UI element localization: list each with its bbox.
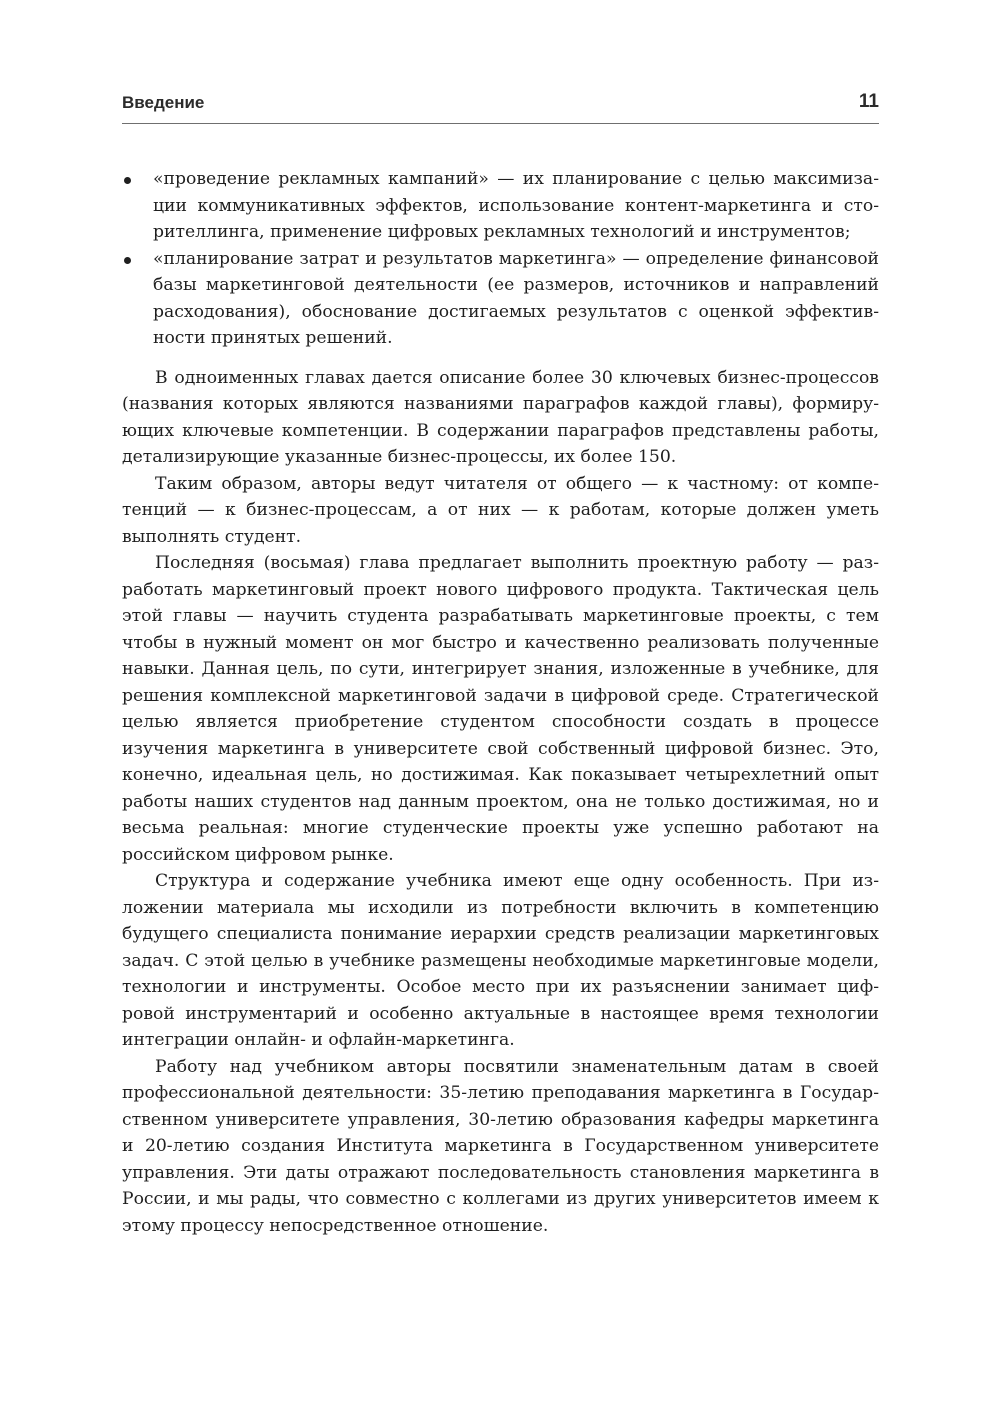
paragraph-project-chapter: Последняя (восьмая) глава предлагает выполнить проектную работу — разработать маркетинговый проект нового цифрового продукта. Тактическая цель этой главы — научить студента разрабатывать маркетинговые проекты, с тем чтобы в нужный момент он мог быстро и качественно реализовать полученные навыки. Данная цель, по сути, интегрирует знания, изложенные в учебнике, для решения комплексной маркетинговой задачи в цифровой среде. Стратегической целью является приобретение студентом способности создать в процессе изучения маркетинга в университете свой собственный цифровой бизнес. Это, конечно, идеальная цель, но достижимая. Как показывает четырехлетний опыт работы наших студентов над данным проектом, она не только достижимая, но и весьма реальная: многие студенческие проекты уже успешно работают на российском цифровом рынке. [122, 553, 879, 865]
bullet-list [122, 166, 879, 352]
paragraph-business-processes: В одноименных главах дается описание более 30 ключевых бизнес-процессов (названия которых являются названиями параграфов каждой главы), формирующих ключевые компетенции. В содержании параграфов представлены работы, детализирующие указанные бизнес-процессы, их более 150. [122, 367, 879, 467]
bullet-item-marketing-costs [122, 246, 879, 352]
paragraph-general-to-specific: Таким образом, авторы ведут читателя от общего — к частному: от компетенций — к бизнес-процессам, а от них — к работам, которые должен уметь выполнять студент. [122, 473, 879, 547]
paragraph-dedication: Работу над учебником авторы посвятили знаменательным датам в своей профессиональной деятельности: 35-летию преподавания маркетинга в Государственном университете управления, 30-летию образования кафедры маркетинга и 20-летию создания Института маркетинга в Государственном университете управления. Эти даты отражают последовательность становления маркетинга в России, и мы рады, что совместно с коллегами из других университетов имеем к этому процессу непосредственное отношение. [122, 1056, 879, 1236]
paragraph-structure: Структура и содержание учебника имеют еще одну особенность. При изложении материала мы исходили из потребности включить в компетенцию будущего специалиста понимание иерархии средств реализации маркетинговых задач. С этой целью в учебнике размещены необходимые маркетинговые модели, технологии и инструменты. Особое место при их разъяснении занимает цифровой инструментарий и особенно актуальные в настоящее время технологии интеграции онлайн- и офлайн-маркетинга. [122, 871, 879, 1050]
running-head [122, 89, 879, 124]
bullet-icon [124, 257, 131, 264]
bullet-text: «проведение рекламных кампаний» — их планирование с целью максимизации коммуникативных эффектов, использование контент-маркетинга и сторителлинга, применение цифровых рекламных технологий и инструментов; [153, 169, 879, 242]
body-text [122, 166, 879, 1239]
bullet-icon [124, 177, 131, 184]
page-number: 11 [858, 91, 879, 112]
chapter-title: Введение [122, 93, 205, 112]
section-gap [122, 352, 879, 365]
bullet-item-advertising-campaigns [122, 166, 879, 246]
bullet-text: «планирование затрат и результатов маркетинга» — определение финансовой базы маркетинговой деятельности (ее размеров, источников и направлений расходования), обоснование достигаемых результатов с оценкой эффективности принятых решений. [153, 248, 879, 348]
